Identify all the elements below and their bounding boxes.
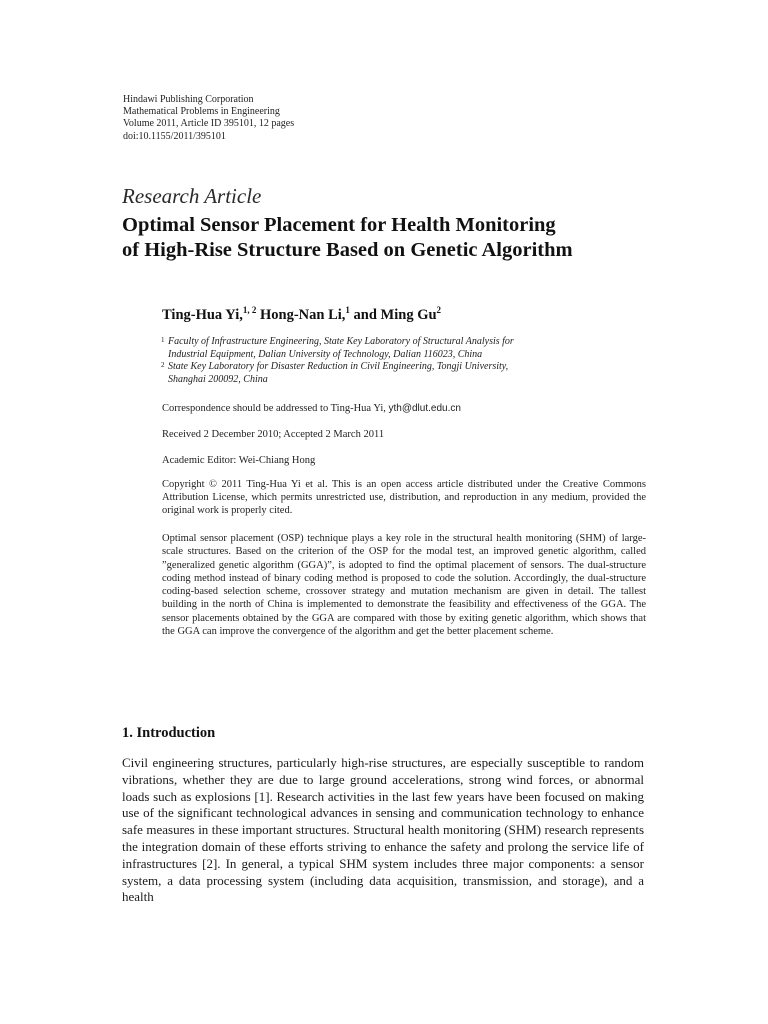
- author-name: Ming Gu: [380, 306, 437, 323]
- section-heading: 1. Introduction: [122, 725, 216, 741]
- author-list: [162, 305, 441, 324]
- title-line-1: Optimal Sensor Placement for Health Monitoring: [122, 214, 556, 236]
- affiliations: [162, 336, 514, 386]
- affiliation-number: 1: [161, 336, 165, 344]
- article-type: Research Article: [122, 184, 262, 208]
- correspondence: [162, 403, 461, 414]
- introduction-paragraph: Civil engineering structures, particularly high-rise structures, are especially susceptible to random vibrations, whether they are due to large ground accelerations, strong wind forces, or abnormal loads such as explosions [1]. Research activities in the last few years have been focused on making use of the significant technological advances in sensing and communication technology to enhance safe measures in these important structures. Structural health monitoring (SHM) research represents the integration domain of these efforts striving to enhance the safety and prolong the service life of infrastructures [2]. In general, a typical SHM system includes three major components: a sensor system, a data processing system (including data acquisition, transmission, and storage), and a health: [122, 755, 644, 905]
- abstract: Optimal sensor placement (OSP) technique plays a key role in the structural health monitoring (SHM) of large-scale structures. Based on the criterion of the OSP for the modal test, an improved genetic algorithm, called ”generalized genetic algorithm (GGA)”, is adopted to find the optimal placement of sensors. The dual-structure coding method instead of binary coding method is proposed to code the solution. Accordingly, the dual-structure coding-based selection scheme, crossover strategy and mutation mechanism are given in detail. The tallest building in the north of China is implemented to demonstrate the feasibility and effectiveness of the GGA. The sensor placements obtained by the GGA are compared with those by exiting genetic algorithm, which shows that the GGA can improve the convergence of the algorithm and get the better placement scheme.: [162, 533, 646, 638]
- affiliation-line: Industrial Equipment, Dalian University of Technology, Dalian 116023, China: [168, 348, 483, 360]
- title-line-2: of High-Rise Structure Based on Genetic Algorithm: [122, 239, 573, 261]
- affiliation-line: Faculty of Infrastructure Engineering, State Key Laboratory of Structural Analysis for: [168, 336, 514, 347]
- affiliation-number: 2: [161, 361, 165, 370]
- author-name: Ting-Hua Yi,: [162, 306, 243, 323]
- author-affil-marker: 1: [345, 305, 350, 315]
- received-dates: Received 2 December 2010; Accepted 2 March 2011: [162, 429, 385, 440]
- affiliation-1: [162, 336, 514, 361]
- correspondence-text: Correspondence should be addressed to Ting-Hua Yi,: [162, 403, 386, 414]
- doi: doi:10.1155/2011/395101: [123, 130, 226, 142]
- author-name: Hong-Nan Li,: [259, 306, 346, 323]
- journal-header: [123, 94, 294, 143]
- academic-editor: Academic Editor: Wei-Chiang Hong: [162, 455, 316, 466]
- publisher-line: Hindawi Publishing Corporation: [123, 94, 254, 105]
- correspondence-email[interactable]: yth@dlut.edu.cn: [388, 403, 461, 414]
- author-affil-marker: 2: [436, 305, 442, 315]
- affiliation-line: State Key Laboratory for Disaster Reduction in Civil Engineering, Tongji University,: [168, 361, 509, 373]
- author-affil-marker: 1, 2: [242, 305, 257, 315]
- volume-info: Volume 2011, Article ID 395101, 12 pages: [123, 118, 295, 130]
- paper-title: [122, 213, 573, 263]
- affiliation-line: Shanghai 200092, China: [168, 373, 268, 385]
- author-conjunction: and: [353, 306, 377, 323]
- copyright-notice: Copyright © 2011 Ting-Hua Yi et al. This is an open access article distributed under the Creative Commons Attribution License, which permits unrestricted use, distribution, and reproduction in any medium, provided the original work is properly cited.: [162, 479, 646, 517]
- affiliation-2: [162, 361, 514, 386]
- journal-name: Mathematical Problems in Engineering: [123, 106, 280, 118]
